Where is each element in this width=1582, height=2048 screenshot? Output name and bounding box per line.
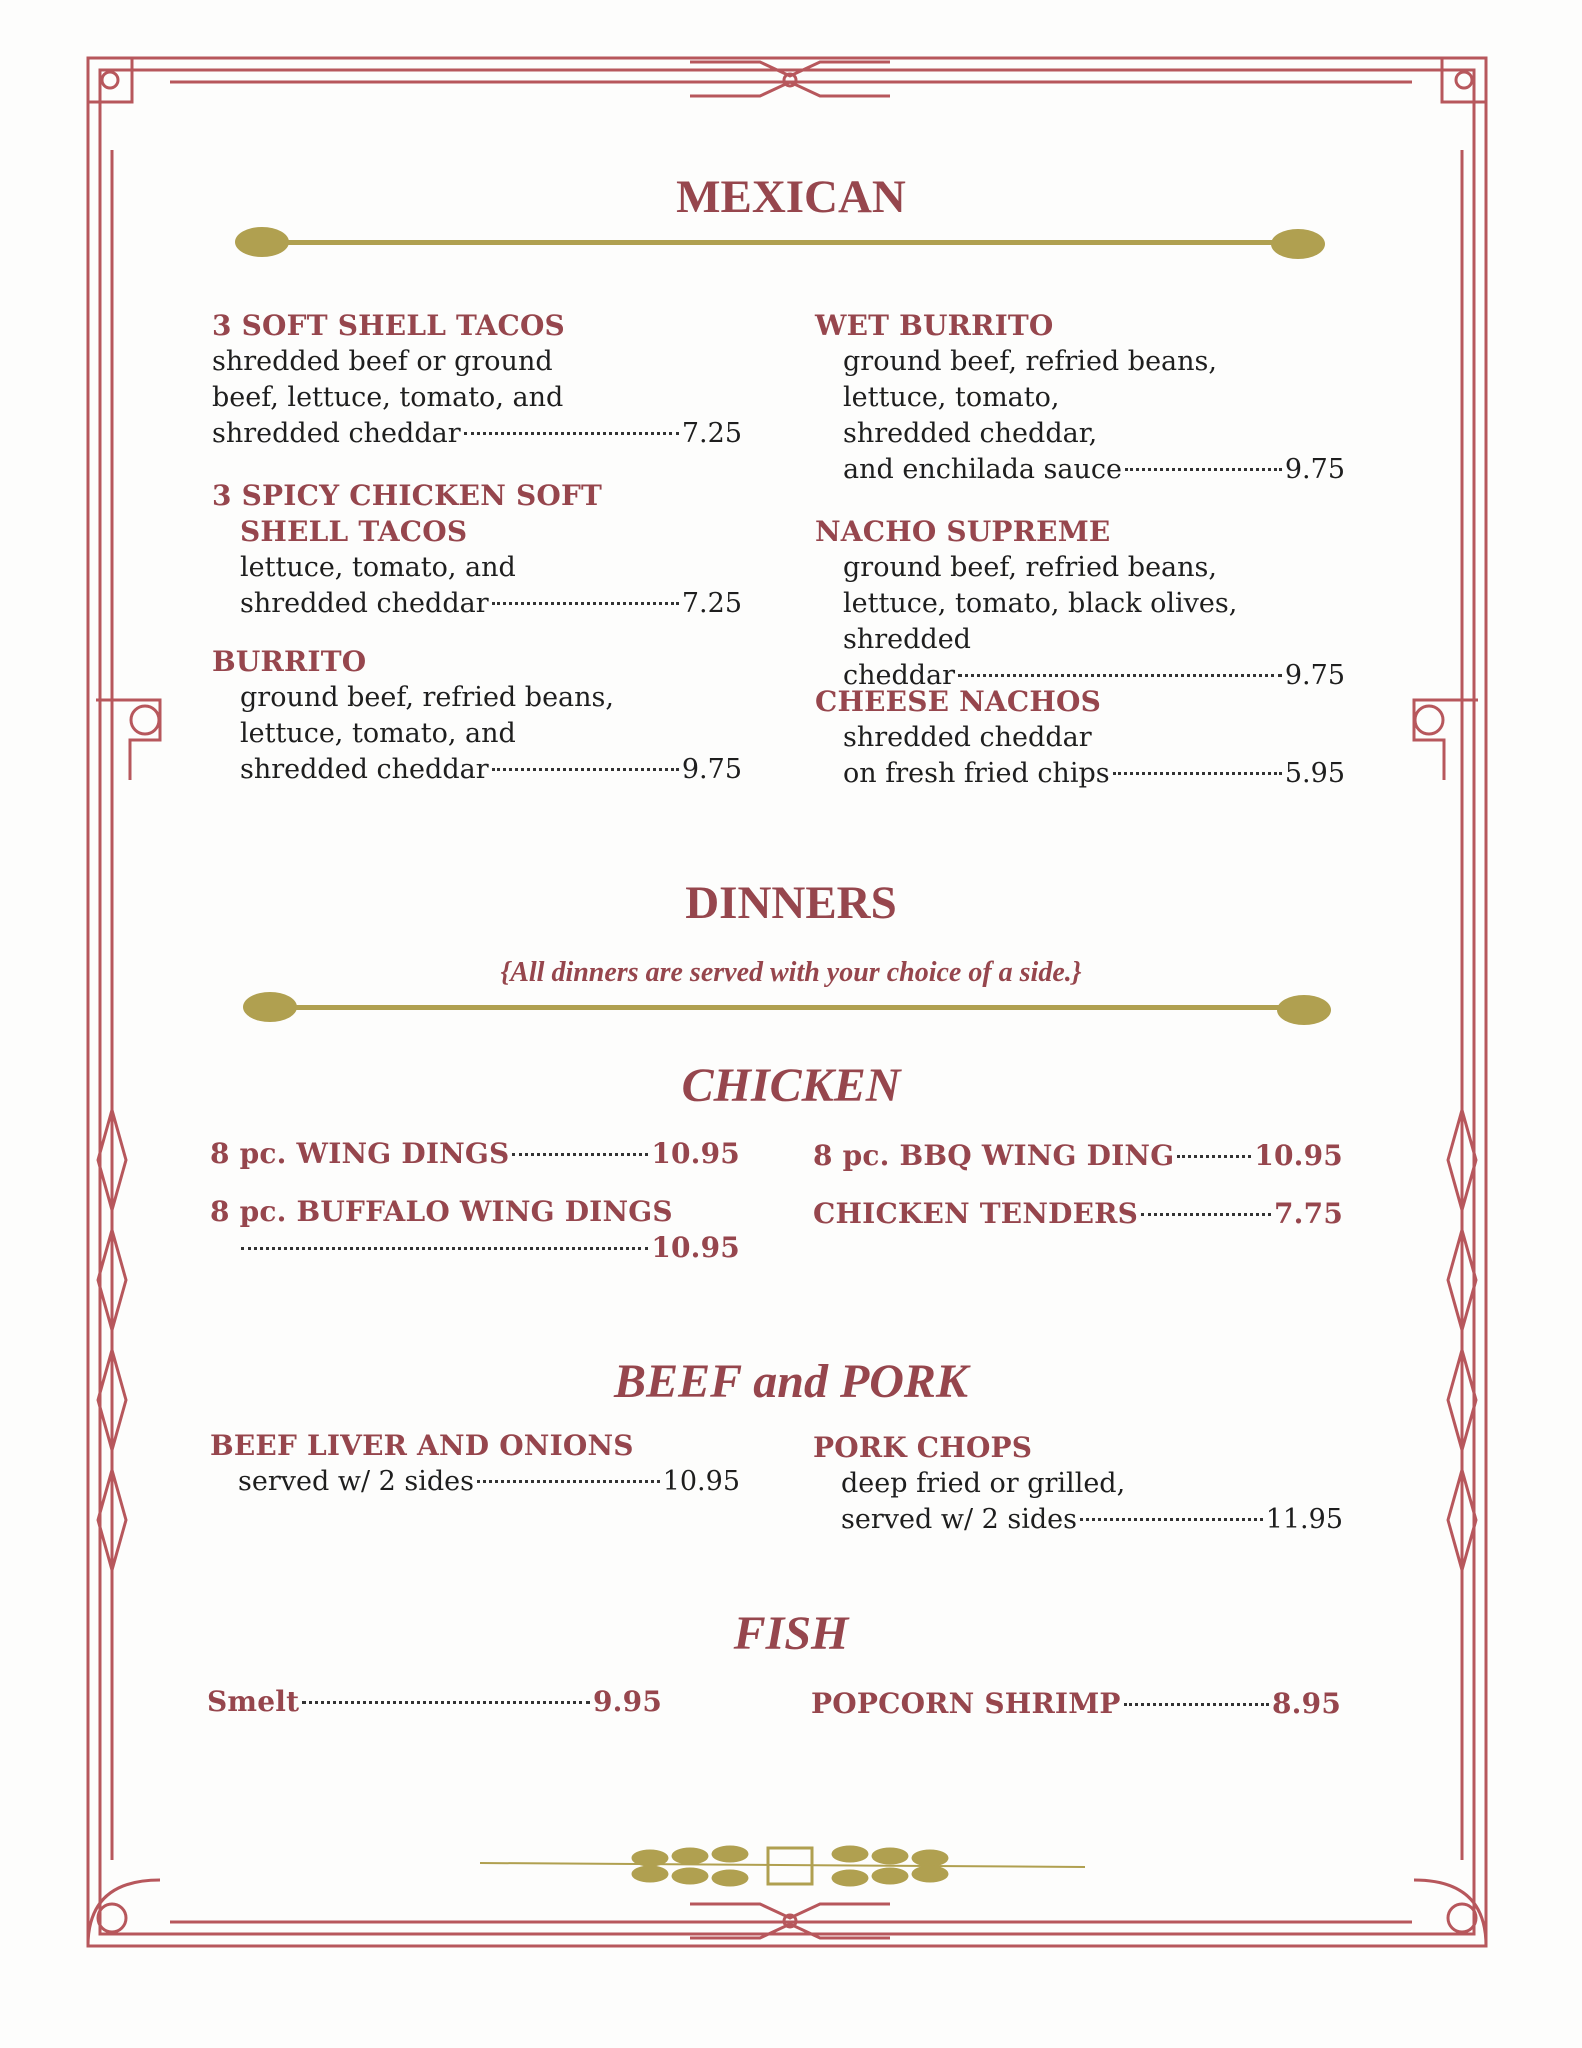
item-desc: deep fried or grilled, bbox=[841, 1468, 1126, 1499]
menu-item-nacho-supreme bbox=[815, 514, 1345, 694]
item-desc: lettuce, tomato, bbox=[843, 382, 1060, 413]
item-price: 10.95 bbox=[651, 1137, 740, 1170]
menu-item-spicy-chicken-tacos bbox=[212, 478, 742, 622]
corner-ornament-tl bbox=[88, 58, 132, 102]
item-price-line bbox=[813, 1502, 1343, 1538]
leader-dots bbox=[1141, 1213, 1271, 1216]
menu-item-chicken-tenders bbox=[813, 1196, 1343, 1232]
item-desc: cheddar bbox=[843, 660, 956, 691]
item-price: 9.75 bbox=[1284, 454, 1345, 485]
menu-item-soft-shell-tacos bbox=[212, 308, 742, 452]
leader-dots bbox=[492, 768, 679, 771]
dinners-divider bbox=[243, 992, 1331, 1025]
item-price: 7.25 bbox=[681, 588, 742, 619]
menu-item-buffalo-wing-dings bbox=[210, 1194, 740, 1266]
leader-dots bbox=[1080, 1518, 1263, 1521]
item-desc: ground beef, refried beans, bbox=[240, 682, 614, 713]
leader-dots bbox=[1113, 772, 1282, 775]
leader-dots bbox=[464, 432, 679, 435]
item-name: BURRITO bbox=[212, 645, 367, 678]
corner-ornament-tr bbox=[1442, 58, 1486, 102]
item-name: 3 SOFT SHELL TACOS bbox=[212, 309, 565, 342]
item-price: 9.75 bbox=[1284, 660, 1345, 691]
item-price: 10.95 bbox=[651, 1231, 740, 1264]
item-desc: lettuce, tomato, and bbox=[240, 552, 516, 583]
beef-pork-title: BEEF and PORK bbox=[614, 1355, 968, 1408]
leader-dots bbox=[492, 602, 679, 605]
item-price: 7.75 bbox=[1274, 1197, 1343, 1230]
chicken-title: CHICKEN bbox=[681, 1059, 901, 1112]
menu-item-wet-burrito bbox=[815, 308, 1345, 488]
menu-item-wing-dings bbox=[210, 1136, 740, 1172]
item-name: POPCORN SHRIMP bbox=[811, 1687, 1121, 1720]
item-desc: shredded cheddar bbox=[240, 754, 489, 785]
item-name-cont: SHELL TACOS bbox=[240, 515, 468, 548]
leader-dots bbox=[477, 1480, 660, 1483]
right-scroll-ornament bbox=[1414, 700, 1478, 780]
leader-dots bbox=[1177, 1155, 1251, 1158]
item-name: 3 SPICY CHICKEN SOFT bbox=[212, 479, 603, 512]
menu-item-cheese-nachos bbox=[815, 684, 1345, 792]
menu-item-bbq-wing-ding bbox=[813, 1138, 1343, 1174]
leader-dots bbox=[512, 1153, 648, 1156]
item-desc: lettuce, tomato, and bbox=[240, 718, 516, 749]
item-desc: shredded beef or ground bbox=[212, 346, 553, 377]
item-desc: ground beef, refried beans, bbox=[843, 552, 1217, 583]
item-name: PORK CHOPS bbox=[813, 1431, 1033, 1464]
item-name: CHICKEN TENDERS bbox=[813, 1197, 1139, 1230]
menu-item-popcorn-shrimp bbox=[811, 1686, 1341, 1722]
item-desc: and enchilada sauce bbox=[843, 454, 1123, 485]
item-price-line bbox=[815, 756, 1345, 792]
item-desc: served w/ 2 sides bbox=[841, 1504, 1077, 1535]
item-desc: ground beef, refried beans, bbox=[843, 346, 1217, 377]
item-name: 8 pc. WING DINGS bbox=[210, 1137, 510, 1170]
item-desc: shredded cheddar bbox=[843, 722, 1092, 753]
leader-dots bbox=[958, 674, 1282, 677]
item-price-line bbox=[815, 452, 1345, 488]
mexican-divider bbox=[235, 227, 1325, 259]
leader-dots bbox=[1124, 1703, 1269, 1706]
menu-item-burrito bbox=[212, 644, 742, 788]
item-price-line bbox=[212, 586, 742, 622]
menu-item-beef-liver bbox=[210, 1428, 740, 1500]
item-price: 7.25 bbox=[681, 418, 742, 449]
item-price: 5.95 bbox=[1284, 758, 1345, 789]
item-desc: shredded cheddar bbox=[240, 588, 489, 619]
item-desc: on fresh fried chips bbox=[843, 758, 1110, 789]
item-price: 10.95 bbox=[1254, 1139, 1343, 1172]
item-price: 9.95 bbox=[593, 1685, 662, 1718]
dinners-title: DINNERS bbox=[685, 877, 897, 929]
item-name: Smelt bbox=[207, 1685, 300, 1718]
item-desc: lettuce, tomato, black olives, shredded bbox=[843, 588, 1238, 655]
menu-item-pork-chops bbox=[813, 1430, 1343, 1538]
item-price: 11.95 bbox=[1265, 1504, 1343, 1535]
wheat-ornament bbox=[480, 1846, 1085, 1886]
item-desc: beef, lettuce, tomato, and bbox=[212, 382, 564, 413]
item-desc: served w/ 2 sides bbox=[238, 1466, 474, 1497]
top-center-ornament bbox=[690, 62, 890, 96]
item-name: BEEF LIVER AND ONIONS bbox=[210, 1429, 634, 1462]
dinners-note: {All dinners are served with your choice of a side.} bbox=[500, 957, 1082, 988]
item-name: CHEESE NACHOS bbox=[815, 685, 1102, 718]
item-price: 9.75 bbox=[681, 754, 742, 785]
item-price-line bbox=[210, 1230, 740, 1266]
item-price: 8.95 bbox=[1272, 1687, 1341, 1720]
item-price-line bbox=[212, 752, 742, 788]
item-name: WET BURRITO bbox=[815, 309, 1054, 342]
leader-dots bbox=[241, 1247, 648, 1250]
item-name: 8 pc. BBQ WING DING bbox=[813, 1139, 1175, 1172]
item-name: 8 pc. BUFFALO WING DINGS bbox=[210, 1195, 673, 1228]
fish-title: FISH bbox=[733, 1607, 849, 1660]
item-price: 10.95 bbox=[662, 1466, 740, 1497]
leader-dots bbox=[302, 1701, 590, 1704]
item-price-line bbox=[212, 416, 742, 452]
menu-item-smelt bbox=[207, 1684, 662, 1720]
leader-dots bbox=[1125, 468, 1282, 471]
item-price-line bbox=[210, 1464, 740, 1500]
mexican-title: MEXICAN bbox=[676, 171, 906, 223]
item-desc: shredded cheddar, bbox=[843, 418, 1098, 449]
left-scroll-ornament bbox=[96, 700, 160, 780]
item-name: NACHO SUPREME bbox=[815, 515, 1111, 548]
item-desc: shredded cheddar bbox=[212, 418, 461, 449]
